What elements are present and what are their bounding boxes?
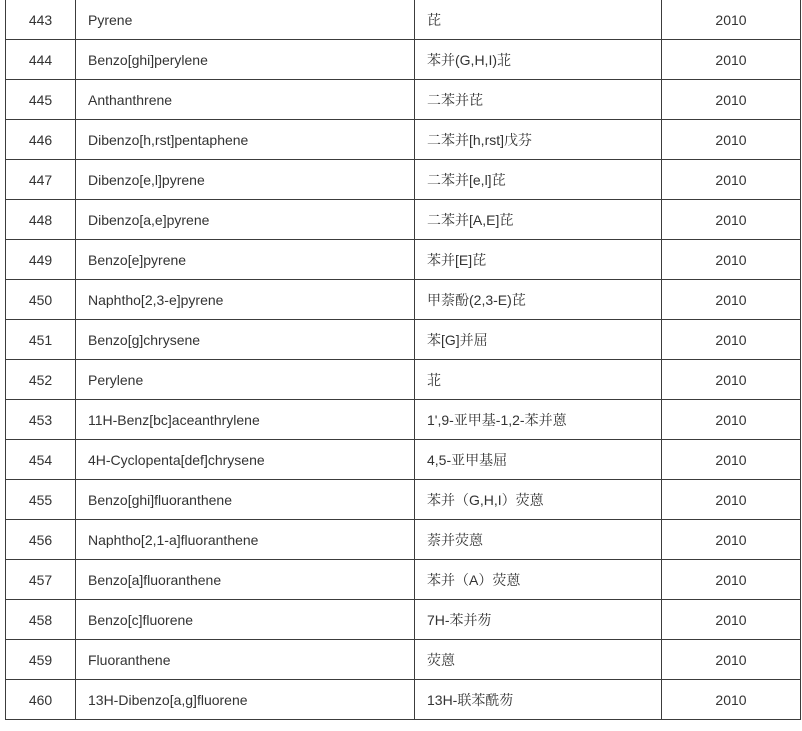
english-name-cell: Dibenzo[h,rst]pentaphene (76, 120, 415, 160)
chinese-name-cell: 苯并（G,H,I）荧蒽 (415, 480, 662, 520)
english-name-cell: Fluoranthene (76, 640, 415, 680)
row-number-cell: 458 (6, 600, 76, 640)
english-name-cell: 13H-Dibenzo[a,g]fluorene (76, 680, 415, 720)
english-name-cell: Perylene (76, 360, 415, 400)
table-row (6, 40, 801, 80)
year-cell: 2010 (662, 0, 801, 40)
table-row (6, 440, 801, 480)
substance-table (5, 0, 801, 720)
row-number-cell: 445 (6, 80, 76, 120)
year-cell: 2010 (662, 600, 801, 640)
table-body (6, 0, 801, 720)
chinese-name-cell: 二苯并[h,rst]戊芬 (415, 120, 662, 160)
row-number-cell: 452 (6, 360, 76, 400)
table-row (6, 480, 801, 520)
chinese-name-cell: 苯[G]并屈 (415, 320, 662, 360)
row-number-cell: 460 (6, 680, 76, 720)
chinese-name-cell: 苝 (415, 360, 662, 400)
chinese-name-cell: 二苯并[A,E]芘 (415, 200, 662, 240)
table-row (6, 240, 801, 280)
table-row (6, 600, 801, 640)
year-cell: 2010 (662, 200, 801, 240)
row-number-cell: 444 (6, 40, 76, 80)
chinese-name-cell: 苯并(G,H,I)苝 (415, 40, 662, 80)
year-cell: 2010 (662, 120, 801, 160)
year-cell: 2010 (662, 640, 801, 680)
row-number-cell: 450 (6, 280, 76, 320)
chinese-name-cell: 荧蒽 (415, 640, 662, 680)
chinese-name-cell: 甲萘酚(2,3-E)芘 (415, 280, 662, 320)
year-cell: 2010 (662, 480, 801, 520)
year-cell: 2010 (662, 280, 801, 320)
table-row (6, 560, 801, 600)
row-number-cell: 455 (6, 480, 76, 520)
row-number-cell: 448 (6, 200, 76, 240)
table-row (6, 360, 801, 400)
year-cell: 2010 (662, 360, 801, 400)
row-number-cell: 456 (6, 520, 76, 560)
table-row (6, 280, 801, 320)
table-row (6, 200, 801, 240)
year-cell: 2010 (662, 560, 801, 600)
english-name-cell: Dibenzo[e,l]pyrene (76, 160, 415, 200)
english-name-cell: Naphtho[2,1-a]fluoranthene (76, 520, 415, 560)
year-cell: 2010 (662, 80, 801, 120)
table-row (6, 120, 801, 160)
row-number-cell: 447 (6, 160, 76, 200)
year-cell: 2010 (662, 520, 801, 560)
english-name-cell: Dibenzo[a,e]pyrene (76, 200, 415, 240)
english-name-cell: 11H-Benz[bc]aceanthrylene (76, 400, 415, 440)
english-name-cell: Benzo[c]fluorene (76, 600, 415, 640)
table-row (6, 640, 801, 680)
row-number-cell: 457 (6, 560, 76, 600)
chinese-name-cell: 芘 (415, 0, 662, 40)
year-cell: 2010 (662, 160, 801, 200)
table-row (6, 320, 801, 360)
english-name-cell: Benzo[ghi]perylene (76, 40, 415, 80)
english-name-cell: Benzo[g]chrysene (76, 320, 415, 360)
table-row (6, 520, 801, 560)
year-cell: 2010 (662, 440, 801, 480)
row-number-cell: 451 (6, 320, 76, 360)
chinese-name-cell: 13H-联苯酰芴 (415, 680, 662, 720)
table-row (6, 680, 801, 720)
year-cell: 2010 (662, 320, 801, 360)
row-number-cell: 446 (6, 120, 76, 160)
year-cell: 2010 (662, 680, 801, 720)
chinese-name-cell: 萘并荧蒽 (415, 520, 662, 560)
chinese-name-cell: 4,5-亚甲基屈 (415, 440, 662, 480)
row-number-cell: 453 (6, 400, 76, 440)
chinese-name-cell: 1',9-亚甲基-1,2-苯并蒽 (415, 400, 662, 440)
row-number-cell: 454 (6, 440, 76, 480)
chinese-name-cell: 7H-苯并芴 (415, 600, 662, 640)
row-number-cell: 449 (6, 240, 76, 280)
year-cell: 2010 (662, 40, 801, 80)
row-number-cell: 443 (6, 0, 76, 40)
chinese-name-cell: 苯并（A）荧蒽 (415, 560, 662, 600)
chinese-name-cell: 二苯并芘 (415, 80, 662, 120)
english-name-cell: Pyrene (76, 0, 415, 40)
english-name-cell: Benzo[ghi]fluoranthene (76, 480, 415, 520)
year-cell: 2010 (662, 400, 801, 440)
table-row (6, 160, 801, 200)
table-row (6, 0, 801, 40)
table-row (6, 400, 801, 440)
chinese-name-cell: 二苯并[e,l]芘 (415, 160, 662, 200)
table-row (6, 80, 801, 120)
english-name-cell: Anthanthrene (76, 80, 415, 120)
english-name-cell: 4H-Cyclopenta[def]chrysene (76, 440, 415, 480)
english-name-cell: Benzo[a]fluoranthene (76, 560, 415, 600)
chinese-name-cell: 苯并[E]芘 (415, 240, 662, 280)
english-name-cell: Benzo[e]pyrene (76, 240, 415, 280)
row-number-cell: 459 (6, 640, 76, 680)
substance-table-container (5, 0, 800, 720)
english-name-cell: Naphtho[2,3-e]pyrene (76, 280, 415, 320)
year-cell: 2010 (662, 240, 801, 280)
